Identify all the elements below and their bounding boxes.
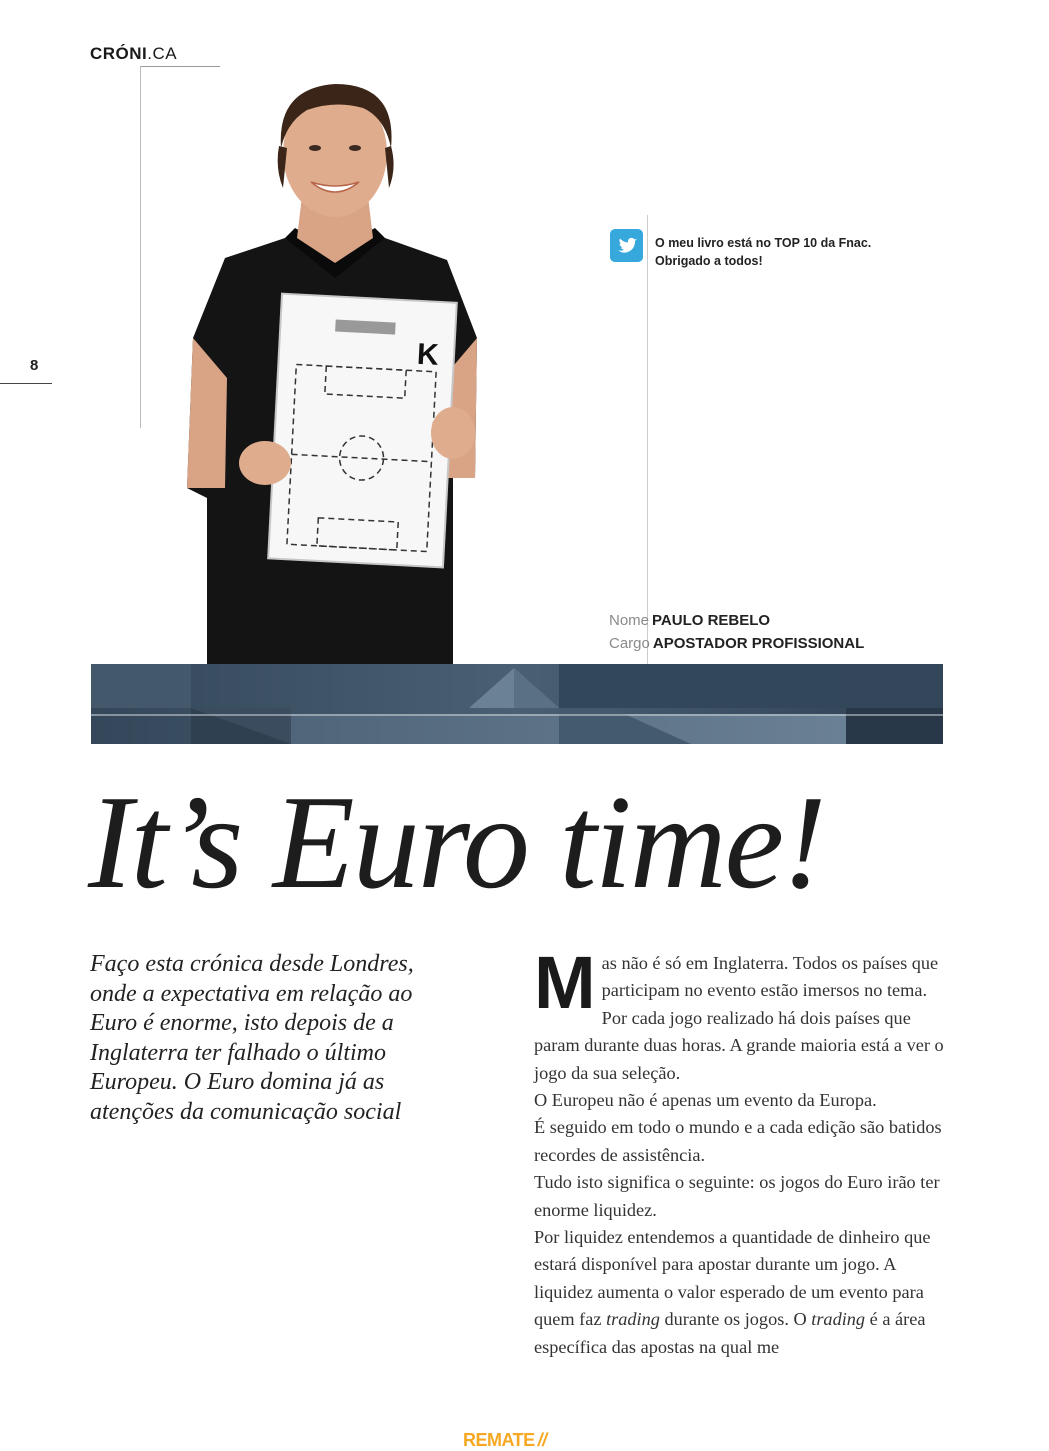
section-label-bold: CRÓNI — [90, 44, 148, 63]
profile-role-label: Cargo — [609, 635, 650, 652]
tweet-line-1: O meu livro está no TOP 10 da Fnac. — [655, 236, 872, 250]
tweet-line-2: Obrigado a todos! — [655, 254, 763, 268]
body-paragraph-2: O Europeu não é apenas um evento da Europa. — [534, 1090, 877, 1111]
body-paragraph-3: É seguido em todo o mundo e a cada edição são batidos recordes de assistência. — [534, 1117, 942, 1165]
footer-brand-logo — [463, 1430, 547, 1451]
tweet-text — [655, 234, 935, 270]
body-paragraph-1-text: as não é só em Inglaterra. Todos os países que participam no evento estão imersos no tema. Por cada jogo realizado há dois países que param durante duas horas. A grande maioria está a ver o jogo da sua seleção. — [534, 953, 944, 1083]
page-number-rule — [0, 383, 52, 384]
profile-role-row — [609, 635, 864, 652]
twitter-bird-icon — [610, 229, 643, 262]
profile-name-value: PAULO REBELO — [652, 612, 771, 629]
body-paragraph-4: Tudo isto significa o seguinte: os jogos do Euro irão ter enorme liquidez. — [534, 1172, 940, 1220]
body-paragraph-5-c: é a área específica das apostas na qual me — [534, 1309, 926, 1357]
body-paragraph-5 — [534, 1224, 952, 1361]
body-emphasis-trading-1: trading — [606, 1309, 660, 1330]
body-paragraph-5-b: durante os jogos. O — [659, 1309, 812, 1330]
section-label-rest: .CA — [147, 44, 178, 63]
footer-brand-name: REMATE — [463, 1430, 535, 1450]
drop-cap: M — [534, 941, 596, 1024]
section-rule — [140, 66, 220, 67]
author-photo — [185, 78, 485, 666]
tweet-divider — [647, 215, 648, 665]
footer-brand-mark: // — [537, 1430, 547, 1450]
svg-text:K: K — [416, 337, 440, 372]
body-paragraph-1 — [534, 941, 952, 1087]
profile-name-label: Nome — [609, 612, 650, 629]
decorative-banner — [91, 664, 943, 744]
headline: It’s Euro time! — [88, 768, 825, 916]
section-vertical-line — [140, 66, 141, 428]
page-number: 8 — [30, 357, 39, 374]
lead-paragraph: Faço esta crónica desde Londres, onde a expectativa em relação ao Euro é enorme, isto depois de a Inglaterra ter falhado o último Europeu. O Euro domina já as atenções da comunicação social — [90, 951, 414, 1125]
article-body — [534, 941, 952, 1361]
body-paragraph-5-a: Por liquidez entendemos a quantidade de dinheiro que estará disponível para apostar durante um jogo. A liquidez aumenta o valor esperado de um evento para quem faz — [534, 1227, 931, 1330]
section-label — [90, 44, 177, 64]
profile-role-value: APOSTADOR PROFISSIONAL — [652, 635, 865, 652]
body-emphasis-trading-2: trading — [811, 1309, 866, 1330]
profile-name-row — [609, 612, 770, 629]
